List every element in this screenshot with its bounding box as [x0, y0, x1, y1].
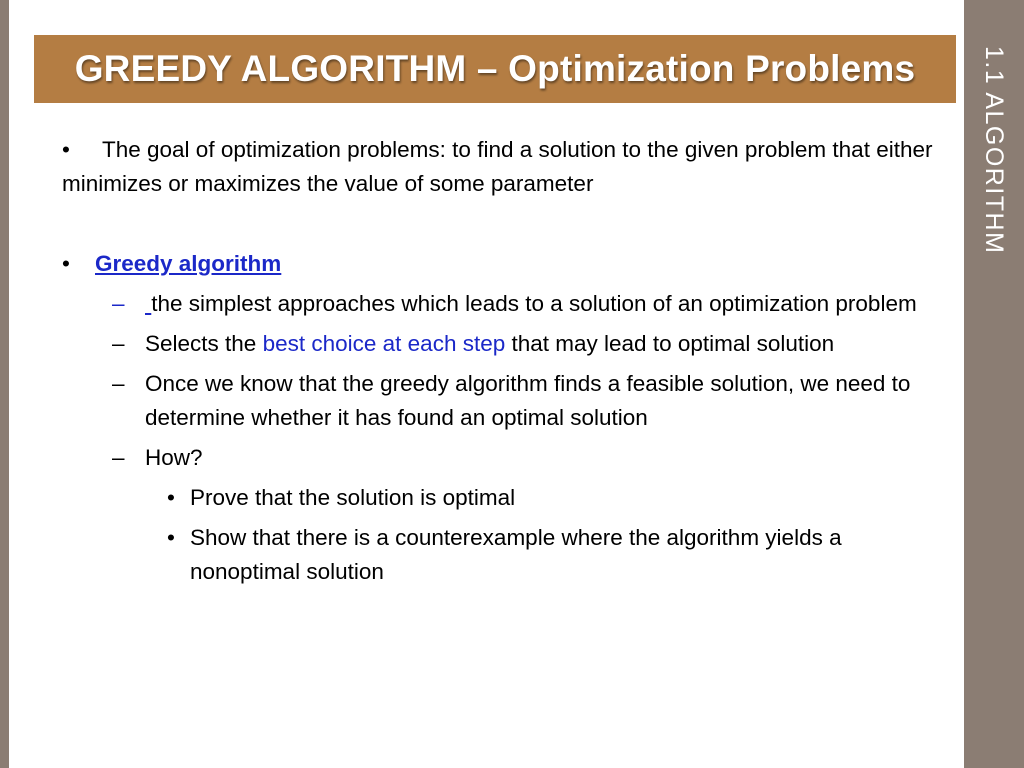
sub-point-text-before: Selects the — [145, 331, 263, 356]
dash-marker: – — [112, 331, 125, 356]
dash-marker: – — [112, 445, 125, 470]
title-bar — [34, 35, 956, 103]
left-edge-strip — [0, 0, 9, 768]
list-item — [62, 441, 952, 589]
sub-point-text: the simplest approaches which leads to a solution of an optimization problem — [151, 291, 917, 316]
bullet-icon: • — [62, 137, 70, 162]
intro-paragraph — [62, 133, 952, 201]
how-point-text: Show that there is a counterexample where the algorithm yields a nonoptimal solution — [190, 525, 842, 584]
list-item — [62, 367, 952, 435]
greedy-algorithm-link[interactable]: Greedy algorithm — [95, 251, 282, 276]
bullet-icon: • — [62, 251, 70, 276]
dash-marker: – — [112, 371, 125, 396]
greedy-sub-list — [62, 287, 952, 589]
greedy-heading — [62, 247, 952, 281]
section-label: 1.1 ALGORITHM — [980, 46, 1008, 255]
list-item — [62, 481, 952, 515]
list-item — [62, 521, 952, 589]
how-point-text: Prove that the solution is optimal — [190, 485, 516, 510]
list-item — [62, 287, 952, 321]
sub-point-text-after: that may lead to optimal solution — [505, 331, 835, 356]
how-sub-list — [62, 481, 952, 589]
sub-point-text: How? — [145, 445, 203, 470]
slide-body — [62, 133, 952, 595]
list-item — [62, 327, 952, 361]
intro-text: The goal of optimization problems: to find a solution to the given problem that either minimizes or maximizes the value of some parameter — [62, 137, 933, 196]
bullet-icon: • — [167, 525, 175, 550]
slide-title: GREEDY ALGORITHM – Optimization Problems — [74, 48, 916, 89]
dash-marker: – — [112, 291, 125, 316]
highlight-text: best choice at each step — [262, 331, 506, 356]
sub-point-text: Once we know that the greedy algorithm finds a feasible solution, we need to determine whether it has found an optimal solution — [145, 371, 911, 430]
bullet-icon: • — [167, 485, 175, 510]
